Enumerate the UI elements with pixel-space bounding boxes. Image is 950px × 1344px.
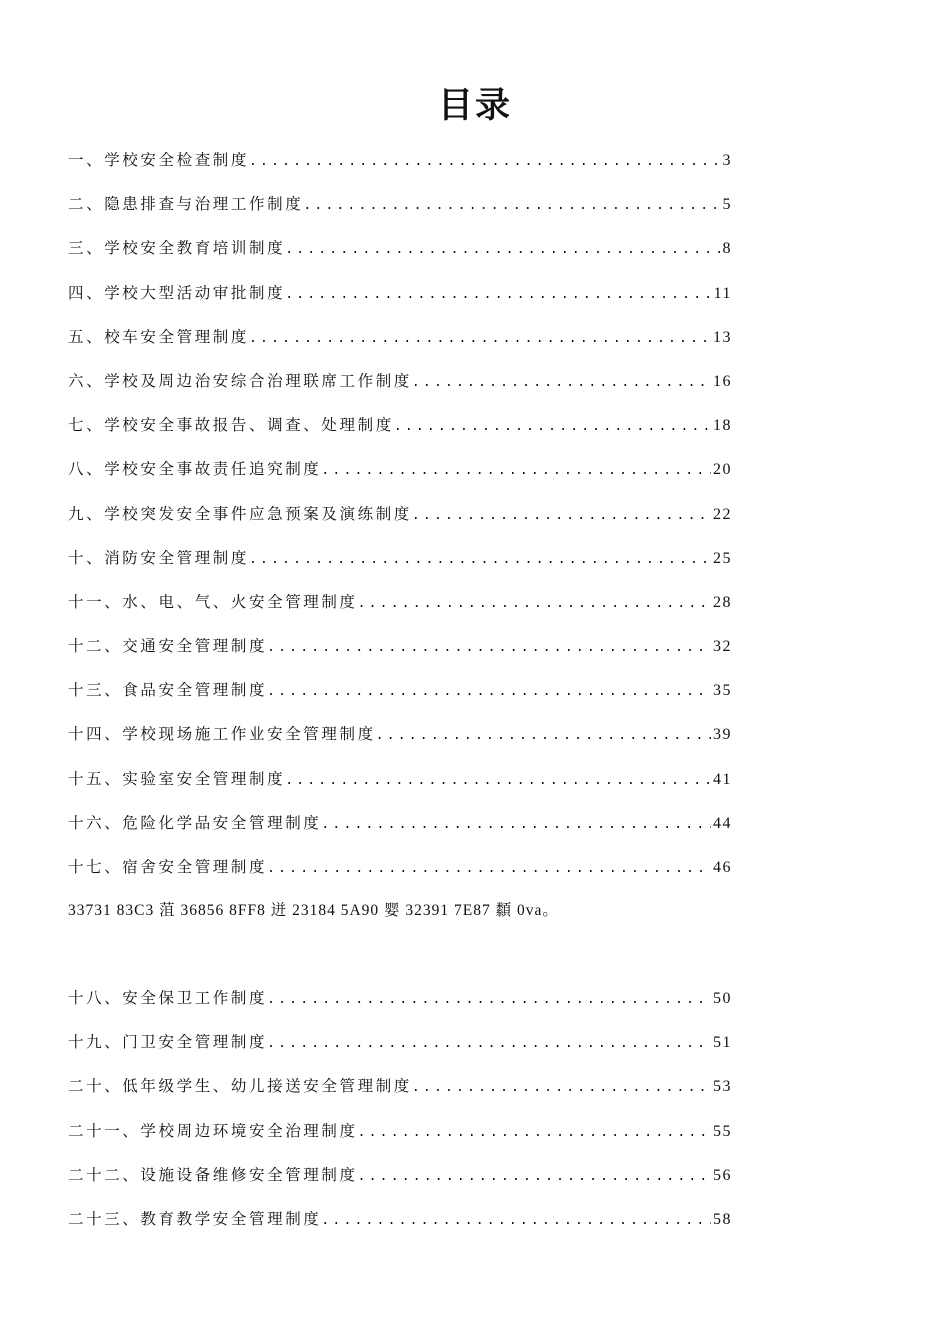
toc-entry-title: 九、学校突发安全事件应急预案及演练制度 [68,504,412,523]
toc-leader-dots [267,847,711,891]
toc-page-number: 3 [722,152,732,169]
toc-entry-title: 三、学校安全教育培训制度 [68,239,286,258]
toc-entry-title: 十七、宿舍安全管理制度 [68,858,268,876]
garbled-text-line: 33731 83C3 菹 36856 8FF8 迸 23184 5A90 婴 32391 7E87 纇 0va。 [68,902,559,919]
toc-leader-dots [267,1022,711,1066]
toc-page-number: 5 [722,196,732,214]
toc-entry[interactable] [68,1153,732,1197]
toc-entry[interactable] [68,580,732,624]
toc-page-number: 35 [713,682,732,700]
toc-leader-dots [303,184,720,228]
toc-entry-title: 五、校车安全管理制度 [68,327,250,346]
toc-entry-title: 十九、门卫安全管理制度 [68,1033,268,1052]
toc-entry[interactable] [68,403,732,447]
toc-entry-title: 二十、低年级学生、幼儿接送安全管理制度 [68,1077,412,1096]
toc-leader-dots [249,140,720,184]
page-title: 目录 [437,86,512,126]
toc-entry[interactable] [68,668,732,712]
toc-leader-dots [267,670,711,714]
toc-entry-title: 八、学校安全事故责任追究制度 [68,460,322,479]
toc-leader-dots [285,759,711,803]
table-of-contents [68,138,732,889]
toc-entry-title: 二十二、设施设备维修安全管理制度 [68,1165,358,1184]
toc-page-number: 56 [713,1166,732,1184]
toc-page-number: 41 [713,770,732,788]
toc-entry[interactable] [68,757,732,801]
toc-entry-title: 四、学校大型活动审批制度 [68,283,286,302]
toc-leader-dots [285,228,720,272]
toc-entry[interactable] [68,1109,732,1153]
toc-entry[interactable] [68,712,732,756]
toc-leader-dots [376,714,711,758]
toc-leader-dots [321,449,711,493]
toc-leader-dots [267,978,711,1022]
toc-entry[interactable] [68,624,732,668]
toc-entry[interactable] [68,492,732,536]
toc-page-number: 16 [713,372,732,390]
toc-entry[interactable] [68,138,732,182]
toc-entry-title: 十五、实验室安全管理制度 [68,769,286,788]
toc-page-number: 25 [713,549,732,567]
toc-entry[interactable] [68,801,732,845]
toc-entry-title: 二、隐患排查与治理工作制度 [68,195,304,214]
toc-entry[interactable] [68,536,732,580]
toc-entry-title: 七、学校安全事故报告、调查、处理制度 [68,416,394,435]
toc-leader-dots [285,273,711,317]
toc-page-number: 13 [713,328,732,346]
toc-entry-title: 二十三、教育教学安全管理制度 [68,1209,322,1228]
toc-leader-dots [267,626,711,670]
toc-entry[interactable] [68,1197,732,1241]
toc-page-number: 53 [713,1078,732,1096]
toc-page-number: 22 [713,505,732,523]
toc-entry[interactable] [68,226,732,270]
toc-entry[interactable] [68,315,732,359]
toc-leader-dots [358,582,711,626]
toc-entry[interactable] [68,182,732,226]
table-of-contents-continued [68,976,732,1241]
toc-entry-title: 十、消防安全管理制度 [68,548,250,567]
toc-page-number: 11 [713,284,732,302]
toc-entry[interactable] [68,976,732,1020]
toc-entry-title: 一、学校安全检查制度 [68,151,250,169]
toc-entry[interactable] [68,1020,732,1064]
toc-entry-title: 十六、危险化学品安全管理制度 [68,813,322,832]
toc-leader-dots [321,1199,711,1243]
toc-entry-title: 二十一、学校周边环境安全治理制度 [68,1121,358,1140]
toc-page-number: 8 [722,240,732,258]
toc-page-number: 18 [713,417,732,435]
toc-page-number: 44 [713,814,732,832]
toc-page-number: 58 [713,1210,732,1228]
toc-page-number: 32 [713,638,732,656]
toc-leader-dots [321,803,711,847]
toc-page-number: 55 [713,1122,732,1140]
toc-entry-title: 十八、安全保卫工作制度 [68,989,268,1007]
toc-leader-dots [394,405,711,449]
toc-page-number: 46 [713,859,732,876]
toc-entry[interactable] [68,447,732,491]
toc-leader-dots [412,361,711,405]
toc-entry-title: 十二、交通安全管理制度 [68,637,268,656]
toc-page-number: 28 [713,593,732,611]
toc-leader-dots [358,1111,711,1155]
toc-page-number: 39 [713,726,732,744]
toc-entry[interactable] [68,359,732,403]
toc-page-number: 20 [713,461,732,479]
toc-entry-title: 十三、食品安全管理制度 [68,681,268,700]
toc-leader-dots [412,494,711,538]
toc-entry-title: 六、学校及周边治安综合治理联席工作制度 [68,371,412,390]
toc-leader-dots [249,538,711,582]
toc-entry[interactable] [68,271,732,315]
toc-entry-title: 十一、水、电、气、火安全管理制度 [68,592,358,611]
toc-leader-dots [412,1066,711,1110]
toc-page-number: 51 [713,1034,732,1052]
toc-entry[interactable] [68,845,732,889]
toc-leader-dots [249,317,711,361]
toc-entry-title: 十四、学校现场施工作业安全管理制度 [68,725,376,744]
toc-page-number: 50 [713,990,732,1007]
toc-entry[interactable] [68,1064,732,1108]
toc-leader-dots [358,1155,711,1199]
